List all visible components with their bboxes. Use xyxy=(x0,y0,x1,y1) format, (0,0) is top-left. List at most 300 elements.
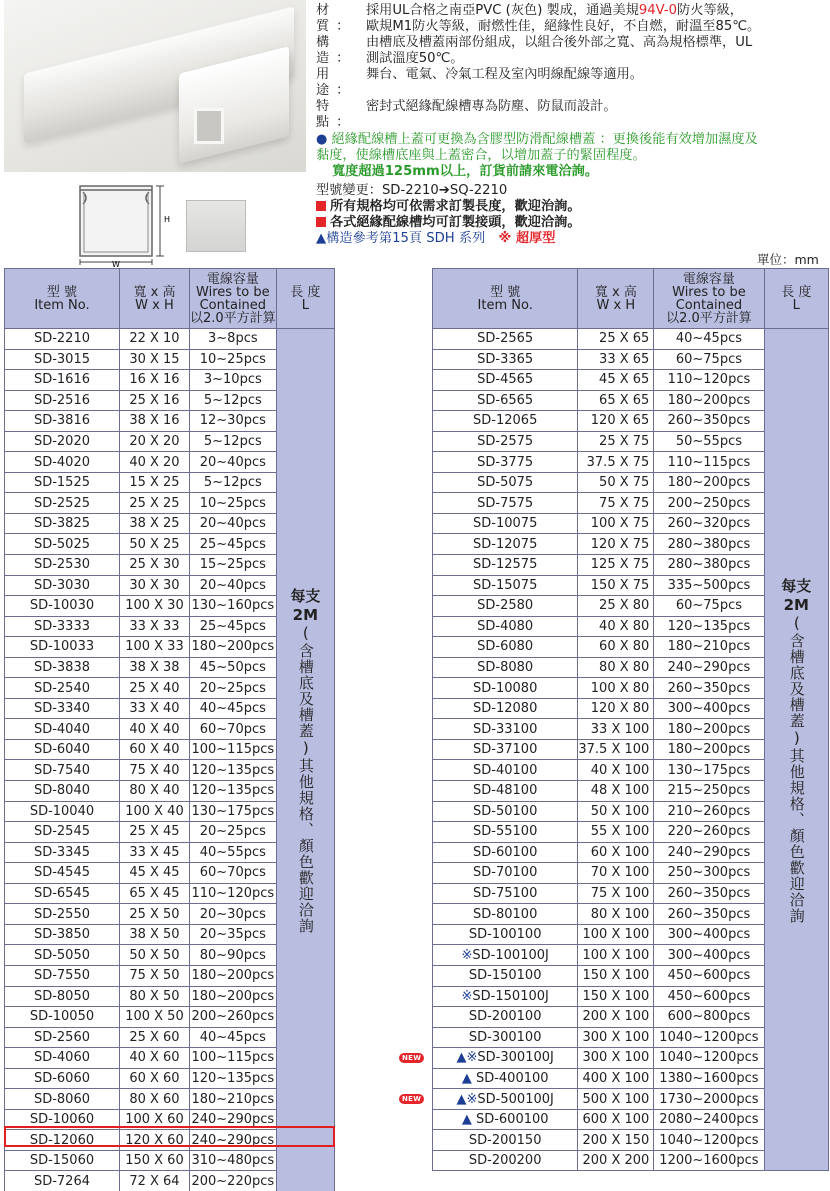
wires-header: 電線容量 Wires to be Contained 以2.0平方計算 xyxy=(654,269,764,329)
size-cell: 80 X 60 xyxy=(119,1089,189,1110)
item-cell: SD-2525 xyxy=(5,493,120,514)
size-cell: 38 X 25 xyxy=(119,513,189,534)
length-each: 每支 xyxy=(290,587,321,606)
item-cell: SD-10030 xyxy=(5,596,120,617)
cross-section-diagram xyxy=(68,176,184,268)
size-cell: 33 X 45 xyxy=(119,842,189,863)
item-cell: SD-10050 xyxy=(5,1007,120,1028)
size-cell: 25 X 16 xyxy=(119,390,189,411)
wires-cell: 1040~1200pcs xyxy=(654,1027,764,1048)
wires-cell: 50~55pcs xyxy=(654,431,764,452)
wires-cell: 240~290pcs xyxy=(189,1130,276,1151)
item-cell: SD-4565 xyxy=(433,370,578,391)
wires-cell: 80~90pcs xyxy=(189,945,276,966)
wires-cell: 300~400pcs xyxy=(654,924,764,945)
size-cell: 45 X 45 xyxy=(119,863,189,884)
item-cell: SD-300100 xyxy=(433,1027,578,1048)
item-cell: SD-6040 xyxy=(5,739,120,760)
size-cell: 72 X 64 xyxy=(119,1171,189,1191)
feature-text: 密封式絕緣配線槽專為防塵、防鼠而設計。 xyxy=(366,99,617,114)
wires-cell: 280~380pcs xyxy=(654,534,764,555)
size-cell: 120 X 65 xyxy=(578,411,654,432)
wires-cell: 12~30pcs xyxy=(189,411,276,432)
size-cell: 80 X 40 xyxy=(119,781,189,802)
table-row xyxy=(433,329,829,350)
note-text-3: 寬度超過125mm以上，訂貨前請來電洽詢。 xyxy=(332,164,599,179)
item-cell: SD-200200 xyxy=(433,1150,578,1171)
unit-label: 單位：mm xyxy=(757,252,819,267)
wires-cell: 40~45pcs xyxy=(654,329,764,350)
wires-cell: 260~350pcs xyxy=(654,411,764,432)
structure-key: 構 造： xyxy=(316,35,357,66)
item-cell: SD-4040 xyxy=(5,719,120,740)
size-cell: 50 X 50 xyxy=(119,945,189,966)
size-cell: 200 X 150 xyxy=(578,1130,654,1151)
wires-cell: 10~25pcs xyxy=(189,493,276,514)
size-cell: 120 X 80 xyxy=(578,698,654,719)
size-cell: 38 X 38 xyxy=(119,657,189,678)
wires-cell: 5~12pcs xyxy=(189,472,276,493)
item-cell: SD-3816 xyxy=(5,411,120,432)
size-cell: 25 X 40 xyxy=(119,678,189,699)
red-square-icon xyxy=(316,201,326,211)
item-cell: SD-12080 xyxy=(433,698,578,719)
item-cell: SD-6565 xyxy=(433,390,578,411)
length-value: 2M xyxy=(292,606,319,625)
item-cell: SD-7540 xyxy=(5,760,120,781)
custom-text-1: 所有規格均可依需求訂製長度，歡迎治詢。 xyxy=(330,199,581,214)
wires-cell: 300~400pcs xyxy=(654,945,764,966)
size-cell: 60 X 100 xyxy=(578,842,654,863)
wires-cell: 210~260pcs xyxy=(654,801,764,822)
wires-cell: 1380~1600pcs xyxy=(654,1068,764,1089)
w-label: W xyxy=(112,260,120,268)
size-cell: 22 X 10 xyxy=(119,329,189,350)
size-cell: 60 X 40 xyxy=(119,739,189,760)
wires-cell: 1040~1200pcs xyxy=(654,1130,764,1151)
size-cell: 37.5 X 100 xyxy=(578,739,654,760)
product-photo xyxy=(4,0,306,172)
wires-cell: 120~135pcs xyxy=(189,760,276,781)
note-text-1: 絕緣配線槽上蓋可更換為含膠型防滑配線槽蓋 ：更換後能有效增加濕度及 xyxy=(331,132,758,147)
item-cell: SD-8060 xyxy=(5,1089,120,1110)
wires-cell: 260~320pcs xyxy=(654,513,764,534)
size-cell: 40 X 100 xyxy=(578,760,654,781)
wires-cell: 5~12pcs xyxy=(189,431,276,452)
item-cell: SD-150100 xyxy=(433,965,578,986)
size-cell: 200 X 100 xyxy=(578,1007,654,1028)
item-cell: SD-4545 xyxy=(5,863,120,884)
size-cell: 80 X 80 xyxy=(578,657,654,678)
wires-cell: 260~350pcs xyxy=(654,904,764,925)
wires-cell: 200~220pcs xyxy=(189,1171,276,1191)
item-cell: SD-5075 xyxy=(433,472,578,493)
item-cell: SD-12060 xyxy=(5,1130,120,1151)
table-row xyxy=(5,329,335,350)
note-text-2: 黏度，使線槽底座與上蓋密合，以增加蓋子的緊固程度。 xyxy=(316,148,646,163)
size-cell: 120 X 60 xyxy=(119,1130,189,1151)
item-cell: ※SD-100100J xyxy=(433,945,578,966)
item-cell: SD-10040 xyxy=(5,801,120,822)
wires-cell: 20~30pcs xyxy=(189,904,276,925)
right-spec-table xyxy=(432,268,829,1171)
item-cell: SD-6545 xyxy=(5,883,120,904)
size-cell: 33 X 33 xyxy=(119,616,189,637)
length-note-text: (含槽底及槽蓋)其他規格、顏色歡迎洽詢 xyxy=(296,624,315,935)
item-cell: SD-100100 xyxy=(433,924,578,945)
size-cell: 55 X 100 xyxy=(578,822,654,843)
item-cell: ※SD-150100J xyxy=(433,986,578,1007)
wires-cell: 20~40pcs xyxy=(189,513,276,534)
wires-cell: 60~70pcs xyxy=(189,719,276,740)
ref-text-a: ▲構造參考第15頁 SDH 系列 xyxy=(316,231,486,246)
item-cell: SD-15075 xyxy=(433,575,578,596)
size-cell: 100 X 100 xyxy=(578,924,654,945)
size-header: 寬 x 高 W x H xyxy=(119,269,189,329)
length-each: 每支 xyxy=(781,577,812,596)
wires-cell: 300~400pcs xyxy=(654,698,764,719)
item-cell: SD-2210 xyxy=(5,329,120,350)
wires-cell: 180~210pcs xyxy=(654,637,764,658)
model-change-to: SQ-2210 xyxy=(449,183,508,198)
wires-cell: 600~800pcs xyxy=(654,1007,764,1028)
left-spec-table xyxy=(4,268,335,1191)
item-cell: SD-2560 xyxy=(5,1027,120,1048)
item-cell: SD-8080 xyxy=(433,657,578,678)
wires-cell: 120~135pcs xyxy=(189,781,276,802)
ref-text-b: ※ 超厚型 xyxy=(498,231,556,246)
size-cell: 120 X 75 xyxy=(578,534,654,555)
size-cell: 50 X 75 xyxy=(578,472,654,493)
wires-cell: 180~210pcs xyxy=(189,1089,276,1110)
h-label: H xyxy=(164,215,171,224)
item-cell: SD-3850 xyxy=(5,924,120,945)
wires-cell: 240~290pcs xyxy=(654,842,764,863)
item-cell: ▲※SD-500100J xyxy=(433,1089,578,1110)
wires-cell: 220~260pcs xyxy=(654,822,764,843)
size-cell: 100 X 30 xyxy=(119,596,189,617)
item-cell: SD-50100 xyxy=(433,801,578,822)
item-cell: SD-3333 xyxy=(5,616,120,637)
item-cell: SD-5025 xyxy=(5,534,120,555)
model-change-from: SD-2210 xyxy=(381,183,439,198)
item-cell: SD-6060 xyxy=(5,1068,120,1089)
size-cell: 60 X 80 xyxy=(578,637,654,658)
material-key: 材 質： xyxy=(316,3,357,34)
wires-cell: 130~160pcs xyxy=(189,596,276,617)
size-cell: 300 X 100 xyxy=(578,1027,654,1048)
item-cell: SD-10080 xyxy=(433,678,578,699)
item-cell: SD-2540 xyxy=(5,678,120,699)
wires-cell: 45~50pcs xyxy=(189,657,276,678)
wires-cell: 60~75pcs xyxy=(654,349,764,370)
wires-cell: 180~200pcs xyxy=(654,739,764,760)
wires-cell: 1730~2000pcs xyxy=(654,1089,764,1110)
size-cell: 100 X 75 xyxy=(578,513,654,534)
wires-cell: 180~200pcs xyxy=(654,390,764,411)
size-cell: 50 X 100 xyxy=(578,801,654,822)
item-cell: SD-60100 xyxy=(433,842,578,863)
item-cell: SD-7264 xyxy=(5,1171,120,1191)
item-cell: SD-37100 xyxy=(433,739,578,760)
wires-cell: 10~25pcs xyxy=(189,349,276,370)
size-cell: 300 X 100 xyxy=(578,1048,654,1069)
wires-cell: 1040~1200pcs xyxy=(654,1048,764,1069)
material-text-2: 歐規M1防火等級，耐燃性佳，絕緣性良好，不自燃，耐溫至85℃。 xyxy=(366,19,761,34)
custom-text-2: 各式絕緣配線槽均可訂製接頭，歡迎洽詢。 xyxy=(330,215,581,230)
wires-cell: 240~290pcs xyxy=(189,1109,276,1130)
size-cell: 100 X 80 xyxy=(578,678,654,699)
size-cell: 400 X 100 xyxy=(578,1068,654,1089)
wires-cell: 2080~2400pcs xyxy=(654,1109,764,1130)
wires-cell: 110~115pcs xyxy=(654,452,764,473)
wires-cell: 260~350pcs xyxy=(654,883,764,904)
length-note-text: (含槽底及槽蓋)其他規格、顏色歡迎洽詢 xyxy=(787,614,806,925)
size-cell: 200 X 200 xyxy=(578,1150,654,1171)
item-cell: ▲ SD-400100 xyxy=(433,1068,578,1089)
spec-description xyxy=(316,3,826,247)
arrow-icon: ➔ xyxy=(438,183,450,198)
size-cell: 100 X 100 xyxy=(578,945,654,966)
red-square-icon xyxy=(316,217,326,227)
wires-cell: 280~380pcs xyxy=(654,555,764,576)
lid-photo xyxy=(186,200,246,252)
item-cell: SD-3345 xyxy=(5,842,120,863)
item-cell: SD-10060 xyxy=(5,1109,120,1130)
size-cell: 25 X 60 xyxy=(119,1027,189,1048)
size-cell: 75 X 100 xyxy=(578,883,654,904)
wires-cell: 20~40pcs xyxy=(189,452,276,473)
item-cell: SD-2516 xyxy=(5,390,120,411)
wires-cell: 215~250pcs xyxy=(654,781,764,802)
wires-cell: 60~75pcs xyxy=(654,596,764,617)
item-cell: SD-80100 xyxy=(433,904,578,925)
wires-header: 電線容量 Wires to be Contained 以2.0平方計算 xyxy=(189,269,276,329)
material-rating: 94V-0 xyxy=(638,3,678,18)
wires-cell: 180~200pcs xyxy=(189,986,276,1007)
size-cell: 80 X 50 xyxy=(119,986,189,1007)
size-cell: 45 X 65 xyxy=(578,370,654,391)
size-cell: 500 X 100 xyxy=(578,1089,654,1110)
wires-cell: 180~200pcs xyxy=(654,472,764,493)
size-cell: 25 X 45 xyxy=(119,822,189,843)
wires-cell: 250~300pcs xyxy=(654,863,764,884)
feature-key: 特 點： xyxy=(316,99,357,130)
wires-cell: 260~350pcs xyxy=(654,678,764,699)
wires-cell: 20~40pcs xyxy=(189,575,276,596)
wires-cell: 40~55pcs xyxy=(189,842,276,863)
item-cell: SD-2580 xyxy=(433,596,578,617)
material-text-c: 防火等級， xyxy=(677,3,743,18)
item-cell: SD-8050 xyxy=(5,986,120,1007)
wires-cell: 100~115pcs xyxy=(189,739,276,760)
item-cell: SD-3015 xyxy=(5,349,120,370)
wires-cell: 120~135pcs xyxy=(189,1068,276,1089)
size-cell: 50 X 25 xyxy=(119,534,189,555)
item-cell: SD-6080 xyxy=(433,637,578,658)
item-cell: SD-8040 xyxy=(5,781,120,802)
structure-text-1: 由槽底及槽蓋兩部份組成，以組合後外部之寬、高為規格標準，UL xyxy=(366,35,753,50)
size-cell: 100 X 50 xyxy=(119,1007,189,1028)
item-cell: SD-3340 xyxy=(5,698,120,719)
wires-cell: 25~45pcs xyxy=(189,616,276,637)
size-cell: 20 X 20 xyxy=(119,431,189,452)
size-cell: 80 X 100 xyxy=(578,904,654,925)
size-cell: 40 X 60 xyxy=(119,1048,189,1069)
wires-cell: 200~250pcs xyxy=(654,493,764,514)
wires-cell: 3~8pcs xyxy=(189,329,276,350)
item-cell: SD-4080 xyxy=(433,616,578,637)
item-cell: SD-200150 xyxy=(433,1130,578,1151)
wires-cell: 20~25pcs xyxy=(189,678,276,699)
length-header: 長 度 L xyxy=(276,269,334,329)
model-change-label: 型號變更： xyxy=(316,183,382,198)
wires-cell: 25~45pcs xyxy=(189,534,276,555)
item-cell: SD-3030 xyxy=(5,575,120,596)
size-cell: 25 X 50 xyxy=(119,904,189,925)
size-cell: 25 X 25 xyxy=(119,493,189,514)
material-text-a: 採用UL合格之南亞PVC (灰色) 製成，通過美規 xyxy=(366,3,639,18)
size-cell: 150 X 100 xyxy=(578,986,654,1007)
length-header: 長 度 L xyxy=(764,269,828,329)
size-cell: 33 X 100 xyxy=(578,719,654,740)
wires-cell: 3~10pcs xyxy=(189,370,276,391)
wires-cell: 5~12pcs xyxy=(189,390,276,411)
size-cell: 125 X 75 xyxy=(578,555,654,576)
size-cell: 40 X 80 xyxy=(578,616,654,637)
item-cell: SD-1616 xyxy=(5,370,120,391)
item-cell: SD-7575 xyxy=(433,493,578,514)
wires-cell: 130~175pcs xyxy=(189,801,276,822)
new-badge: NEW xyxy=(399,1094,424,1104)
item-cell: SD-4020 xyxy=(5,452,120,473)
item-cell: SD-2575 xyxy=(433,431,578,452)
item-cell: SD-12065 xyxy=(433,411,578,432)
size-cell: 33 X 65 xyxy=(578,349,654,370)
size-cell: 30 X 30 xyxy=(119,575,189,596)
wires-cell: 180~200pcs xyxy=(189,965,276,986)
item-cell: SD-3838 xyxy=(5,657,120,678)
wires-cell: 450~600pcs xyxy=(654,986,764,1007)
wires-cell: 180~200pcs xyxy=(189,637,276,658)
item-cell: SD-48100 xyxy=(433,781,578,802)
size-cell: 75 X 75 xyxy=(578,493,654,514)
item-cell: SD-3365 xyxy=(433,349,578,370)
size-cell: 100 X 60 xyxy=(119,1109,189,1130)
size-cell: 37.5 X 75 xyxy=(578,452,654,473)
item-cell: SD-12575 xyxy=(433,555,578,576)
item-cell: SD-3775 xyxy=(433,452,578,473)
size-cell: 25 X 75 xyxy=(578,431,654,452)
item-cell: SD-2550 xyxy=(5,904,120,925)
size-cell: 38 X 50 xyxy=(119,924,189,945)
item-cell: SD-40100 xyxy=(433,760,578,781)
size-cell: 16 X 16 xyxy=(119,370,189,391)
item-cell: SD-2565 xyxy=(433,329,578,350)
item-cell: SD-55100 xyxy=(433,822,578,843)
size-cell: 65 X 65 xyxy=(578,390,654,411)
size-cell: 150 X 75 xyxy=(578,575,654,596)
size-header: 寬 x 高 W x H xyxy=(578,269,654,329)
length-note-cell xyxy=(764,329,828,1171)
size-cell: 150 X 60 xyxy=(119,1150,189,1171)
item-cell: SD-5050 xyxy=(5,945,120,966)
size-cell: 38 X 16 xyxy=(119,411,189,432)
size-cell: 30 X 15 xyxy=(119,349,189,370)
size-cell: 75 X 40 xyxy=(119,760,189,781)
item-cell: SD-2020 xyxy=(5,431,120,452)
item-cell: ▲ SD-600100 xyxy=(433,1109,578,1130)
wires-cell: 100~115pcs xyxy=(189,1048,276,1069)
size-cell: 25 X 80 xyxy=(578,596,654,617)
item-cell: SD-1525 xyxy=(5,472,120,493)
size-cell: 25 X 65 xyxy=(578,329,654,350)
item-cell: SD-3825 xyxy=(5,513,120,534)
size-cell: 60 X 60 xyxy=(119,1068,189,1089)
size-cell: 100 X 33 xyxy=(119,637,189,658)
size-cell: 600 X 100 xyxy=(578,1109,654,1130)
item-cell: SD-15060 xyxy=(5,1150,120,1171)
size-cell: 15 X 25 xyxy=(119,472,189,493)
item-header: 型 號 Item No. xyxy=(433,269,578,329)
size-cell: 150 X 100 xyxy=(578,965,654,986)
usage-key: 用 途： xyxy=(316,67,357,98)
item-cell: SD-2530 xyxy=(5,555,120,576)
wires-cell: 335~500pcs xyxy=(654,575,764,596)
wires-cell: 1200~1600pcs xyxy=(654,1150,764,1171)
new-badge: NEW xyxy=(399,1053,424,1063)
item-header: 型 號 Item No. xyxy=(5,269,120,329)
wires-cell: 240~290pcs xyxy=(654,657,764,678)
size-cell: 65 X 45 xyxy=(119,883,189,904)
wires-cell: 40~45pcs xyxy=(189,1027,276,1048)
item-cell: SD-70100 xyxy=(433,863,578,884)
item-cell: SD-2545 xyxy=(5,822,120,843)
wires-cell: 40~45pcs xyxy=(189,698,276,719)
wires-cell: 110~120pcs xyxy=(189,883,276,904)
size-cell: 75 X 50 xyxy=(119,965,189,986)
item-cell: SD-75100 xyxy=(433,883,578,904)
item-cell: SD-200100 xyxy=(433,1007,578,1028)
size-cell: 70 X 100 xyxy=(578,863,654,884)
wires-cell: 130~175pcs xyxy=(654,760,764,781)
size-cell: 48 X 100 xyxy=(578,781,654,802)
wires-cell: 20~35pcs xyxy=(189,924,276,945)
wires-cell: 200~260pcs xyxy=(189,1007,276,1028)
item-cell: SD-33100 xyxy=(433,719,578,740)
size-cell: 40 X 20 xyxy=(119,452,189,473)
wires-cell: 120~135pcs xyxy=(654,616,764,637)
wires-cell: 60~70pcs xyxy=(189,863,276,884)
wires-cell: 310~480pcs xyxy=(189,1150,276,1171)
usage-text: 舞台、電氣、冷氣工程及室內明線配線等適用。 xyxy=(366,67,643,82)
size-cell: 33 X 40 xyxy=(119,698,189,719)
wires-cell: 450~600pcs xyxy=(654,965,764,986)
wires-cell: 20~25pcs xyxy=(189,822,276,843)
size-cell: 100 X 40 xyxy=(119,801,189,822)
item-cell: SD-10033 xyxy=(5,637,120,658)
bullet-icon: ● xyxy=(316,132,328,147)
item-cell: ▲※SD-300100J xyxy=(433,1048,578,1069)
item-cell: SD-7550 xyxy=(5,965,120,986)
structure-text-2: 測試溫度50℃。 xyxy=(366,51,464,66)
length-note-cell xyxy=(276,329,334,1191)
item-cell: SD-12075 xyxy=(433,534,578,555)
item-cell: SD-4060 xyxy=(5,1048,120,1069)
size-cell: 40 X 40 xyxy=(119,719,189,740)
wires-cell: 110~120pcs xyxy=(654,370,764,391)
wires-cell: 180~200pcs xyxy=(654,719,764,740)
